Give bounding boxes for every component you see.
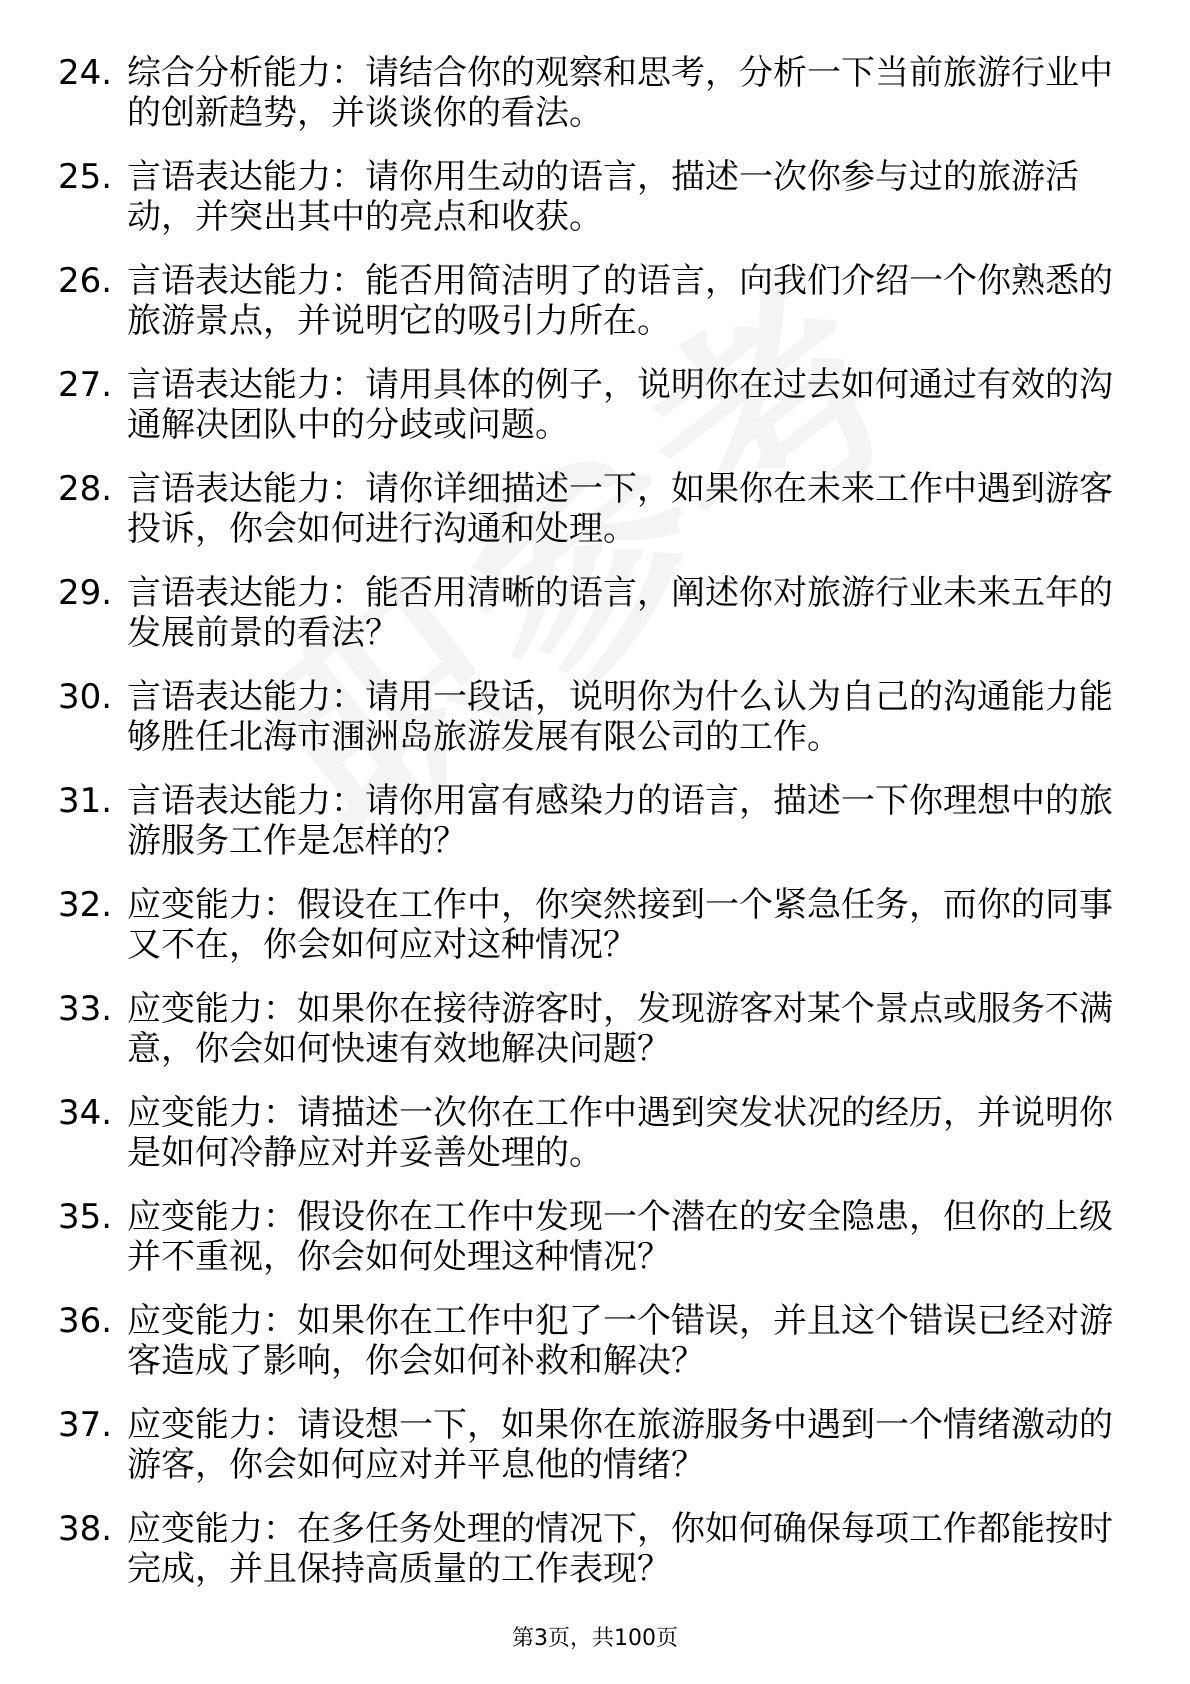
- question-number: 36.: [58, 1301, 113, 1341]
- question-number: 34.: [58, 1093, 113, 1133]
- question-text: 应变能力：假设你在工作中发现一个潜在的安全隐患，但你的上级并不重视，你会如何处理这种情况？: [127, 1197, 1113, 1277]
- question-number: 29.: [58, 573, 113, 613]
- question-item: [0, 781, 1190, 885]
- question-text: 应变能力：请设想一下，如果你在旅游服务中遇到一个情绪激动的游客，你会如何应对并平息他的情绪？: [127, 1405, 1113, 1485]
- page-footer: 第3页，共100页: [512, 1626, 678, 1651]
- question-item: [0, 1405, 1190, 1509]
- question-number: 33.: [58, 989, 113, 1029]
- question-number: 27.: [58, 365, 113, 405]
- question-item: [0, 573, 1190, 677]
- question-number: 35.: [58, 1197, 113, 1237]
- question-number: 30.: [58, 677, 113, 717]
- question-item: [0, 677, 1190, 781]
- question-item: [0, 157, 1190, 261]
- question-item: [0, 261, 1190, 365]
- question-text: 应变能力：如果你在工作中犯了一个错误，并且这个错误已经对游客造成了影响，你会如何补救和解决？: [127, 1301, 1113, 1381]
- question-text: 言语表达能力：请你用生动的语言，描述一次你参与过的旅游活动，并突出其中的亮点和收获。: [127, 157, 1079, 237]
- question-number: 24.: [58, 53, 113, 93]
- question-number: 28.: [58, 469, 113, 509]
- question-text: 言语表达能力：能否用简洁明了的语言，向我们介绍一个你熟悉的旅游景点，并说明它的吸引力所在。: [127, 261, 1113, 341]
- question-number: 37.: [58, 1405, 113, 1445]
- question-text: 应变能力：请描述一次你在工作中遇到突发状况的经历，并说明你是如何冷静应对并妥善处理的。: [127, 1093, 1113, 1173]
- question-item: [0, 1093, 1190, 1197]
- question-number: 25.: [58, 157, 113, 197]
- question-text: 言语表达能力：请用一段话，说明你为什么认为自己的沟通能力能够胜任北海市涠洲岛旅游发展有限公司的工作。: [127, 677, 1113, 757]
- question-number: 32.: [58, 885, 113, 925]
- question-text: 应变能力：在多任务处理的情况下，你如何确保每项工作都能按时完成，并且保持高质量的工作表现？: [127, 1509, 1113, 1589]
- question-item: [0, 1509, 1190, 1613]
- question-text: 应变能力：如果你在接待游客时，发现游客对某个景点或服务不满意，你会如何快速有效地解决问题？: [127, 989, 1113, 1069]
- question-text: 综合分析能力：请结合你的观察和思考，分析一下当前旅游行业中的创新趋势，并谈谈你的看法。: [127, 53, 1113, 133]
- question-text: 言语表达能力：请你用富有感染力的语言，描述一下你理想中的旅游服务工作是怎样的？: [127, 781, 1113, 861]
- question-text: 应变能力：假设在工作中，你突然接到一个紧急任务，而你的同事又不在，你会如何应对这种情况？: [127, 885, 1113, 965]
- question-number: 26.: [58, 261, 113, 301]
- question-item: [0, 1197, 1190, 1301]
- question-text: 言语表达能力：请用具体的例子，说明你在过去如何通过有效的沟通解决团队中的分歧或问题。: [127, 365, 1113, 445]
- question-item: [0, 365, 1190, 469]
- question-item: [0, 885, 1190, 989]
- question-list: [0, 53, 1190, 1613]
- question-text: 言语表达能力：请你详细描述一下，如果你在未来工作中遇到游客投诉，你会如何进行沟通和处理。: [127, 469, 1113, 549]
- question-item: [0, 53, 1190, 157]
- question-number: 31.: [58, 781, 113, 821]
- question-item: [0, 989, 1190, 1093]
- question-number: 38.: [58, 1509, 113, 1549]
- question-item: [0, 1301, 1190, 1405]
- question-item: [0, 469, 1190, 573]
- question-text: 言语表达能力：能否用清晰的语言，阐述你对旅游行业未来五年的发展前景的看法？: [127, 573, 1113, 653]
